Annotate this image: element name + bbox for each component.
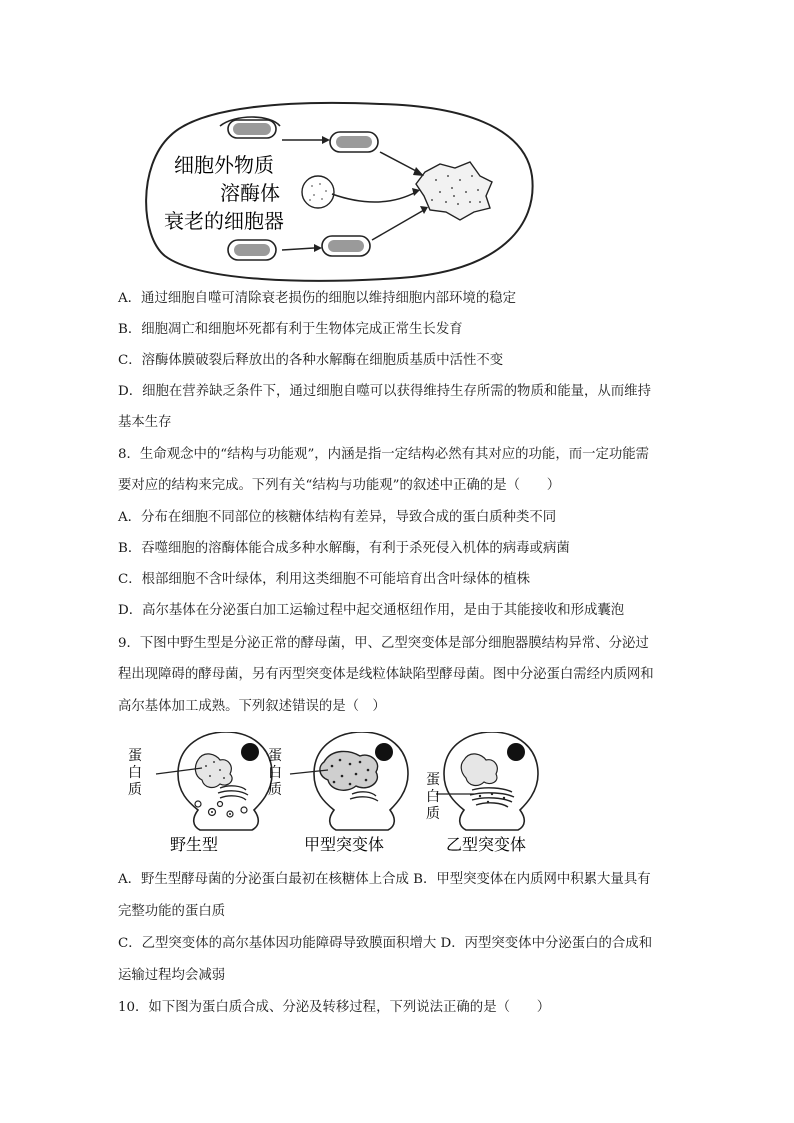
label-extracellular-material: 细胞外物质 <box>174 153 274 177</box>
q7-option-d: D．细胞在营养缺乏条件下，通过细胞自噬可以获得维持生存所需的物质和能量，从而维持 <box>118 384 651 399</box>
q10-stem: 10．如下图为蛋白质合成、分泌及转移过程，下列说法正确的是（ ） <box>118 1000 551 1015</box>
q8-stem-2: 要对应的结构来完成。下列有关“结构与功能观”的叙述中正确的是（ ） <box>118 478 561 493</box>
q7-option-a: A．通过细胞自噬可清除衰老损伤的细胞以维持细胞内部环境的稳定 <box>118 291 516 306</box>
yeast-type-b-mutant <box>426 732 538 830</box>
q7-option-c: C．溶酶体膜破裂后释放出的各种水解酶在细胞质基质中活性不变 <box>118 353 504 368</box>
q9-option-b-cont: 完整功能的蛋白质 <box>118 904 226 919</box>
caption-type-a: 甲型突变体 <box>304 835 385 854</box>
label-senescent-organelle: 衰老的细胞器 <box>164 209 284 233</box>
caption-type-b: 乙型突变体 <box>446 835 527 854</box>
yeast-mutants-diagram <box>120 732 550 860</box>
q7-option-d-cont: 基本生存 <box>118 415 172 430</box>
svg-text:蛋白质: 蛋白质 <box>128 748 142 798</box>
q9-option-d-cont: 运输过程均会减弱 <box>118 968 226 983</box>
q8-option-c: C．根部细胞不含叶绿体，利用这类细胞不可能培育出含叶绿体的植株 <box>118 572 530 587</box>
autophagy-diagram <box>140 96 540 284</box>
q8-option-d: D．高尔基体在分泌蛋白加工运输过程中起交通枢纽作用，是由于其能接收和形成囊泡 <box>118 603 625 618</box>
q9-stem-3: 高尔基体加工成熟。下列叙述错误的是（ ） <box>118 699 386 714</box>
svg-text:蛋白质: 蛋白质 <box>426 772 440 822</box>
q9-stem-2: 程出现障碍的酵母菌，另有丙型突变体是线粒体缺陷型酵母菌。图中分泌蛋白需经内质网和 <box>118 667 654 682</box>
q8-option-b: B．吞噬细胞的溶酶体能合成多种水解酶，有利于杀死侵入机体的病毒或病菌 <box>118 541 570 556</box>
q9-stem-1: 9．下图中野生型是分泌正常的酵母菌，甲、乙型突变体是部分细胞器膜结构异常、分泌过 <box>118 636 649 651</box>
q8-option-a: A．分布在细胞不同部位的核糖体结构有差异，导致合成的蛋白质种类不同 <box>118 510 557 525</box>
yeast-wild-type <box>128 732 272 830</box>
q7-option-b: B．细胞凋亡和细胞坏死都有利于生物体完成正常生长发育 <box>118 322 463 337</box>
caption-wild-type: 野生型 <box>170 835 219 854</box>
label-lysosome: 溶酶体 <box>220 181 280 205</box>
q9-option-cd: C．乙型突变体的高尔基体因功能障碍导致膜面积增大 D．丙型突变体中分泌蛋白的合成和 <box>118 936 653 951</box>
svg-text:蛋白质: 蛋白质 <box>268 748 282 798</box>
q8-stem-1: 8．生命观念中的“结构与功能观”，内涵是指一定结构必然有其对应的功能，而一定功能需 <box>118 447 650 462</box>
yeast-type-a-mutant <box>268 732 408 830</box>
q9-option-ab: A．野生型酵母菌的分泌蛋白最初在核糖体上合成 B．甲型突变体在内质网中积累大量具有 <box>118 872 651 887</box>
